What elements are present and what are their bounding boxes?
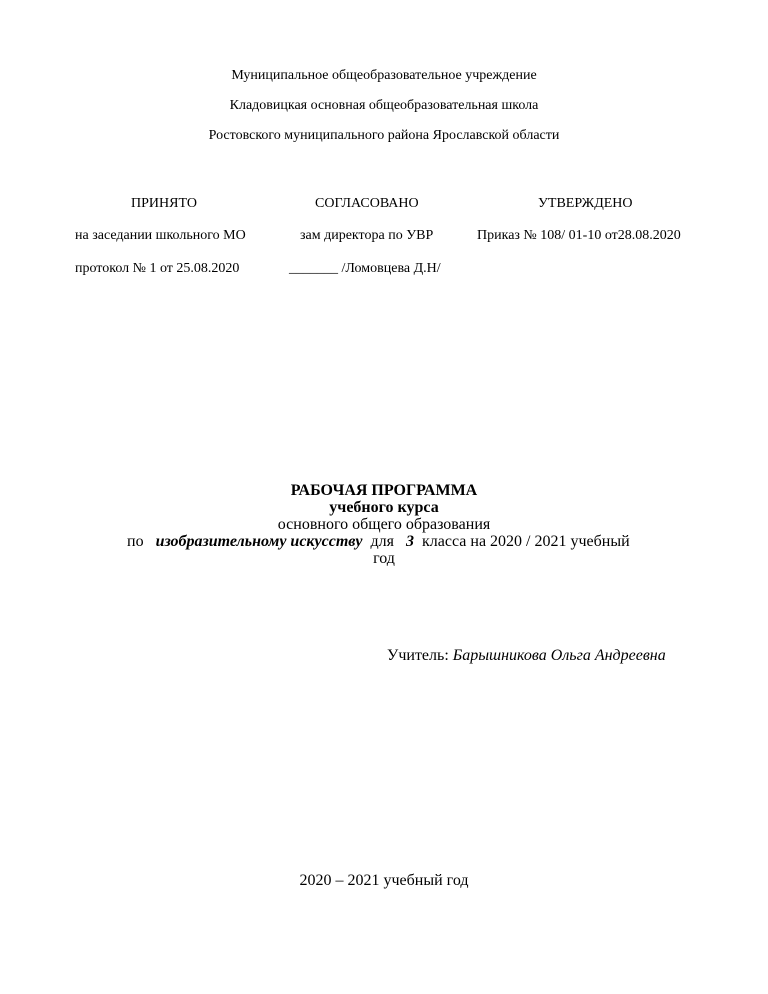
subject-name: изобразительному искусству (155, 533, 363, 550)
teacher-label: Учитель: (387, 647, 449, 664)
header-line-region: Ростовского муниципального района Ярославской области (208, 128, 560, 143)
subject-for: для (370, 533, 395, 550)
footer-academic-year: 2020 – 2021 учебный год (299, 872, 469, 889)
teacher-line (387, 647, 666, 665)
accepted-line-protocol: протокол № 1 от 25.08.2020 (75, 261, 240, 276)
subject-prefix: по (127, 533, 144, 550)
grade-suffix: класса на 2020 / 2021 учебный (422, 533, 630, 550)
program-year-word: год (373, 550, 395, 567)
header-line-school: Кладовицкая основная общеобразовательная школа (229, 98, 539, 113)
accepted-title: ПРИНЯТО (131, 196, 197, 211)
program-subject-line (127, 533, 630, 550)
program-title: РАБОЧАЯ ПРОГРАММА (290, 482, 478, 499)
grade-number: 3 (406, 533, 415, 550)
accepted-line-meeting: на заседании школьного МО (75, 228, 246, 243)
program-subtitle: учебного курса (329, 499, 439, 516)
approved-title: УТВЕРЖДЕНО (538, 196, 633, 211)
program-level: основного общего образования (277, 516, 491, 533)
agreed-title: СОГЛАСОВАНО (315, 196, 419, 211)
agreed-line-signature: _______ /Ломовцева Д.Н/ (289, 261, 441, 276)
teacher-name: Барышникова Ольга Андреевна (452, 647, 666, 664)
approved-line-order: Приказ № 108/ 01-10 от28.08.2020 (477, 228, 681, 243)
agreed-line-position: зам директора по УВР (300, 228, 434, 243)
header-line-institution: Муниципальное общеобразовательное учреждение (231, 68, 537, 83)
